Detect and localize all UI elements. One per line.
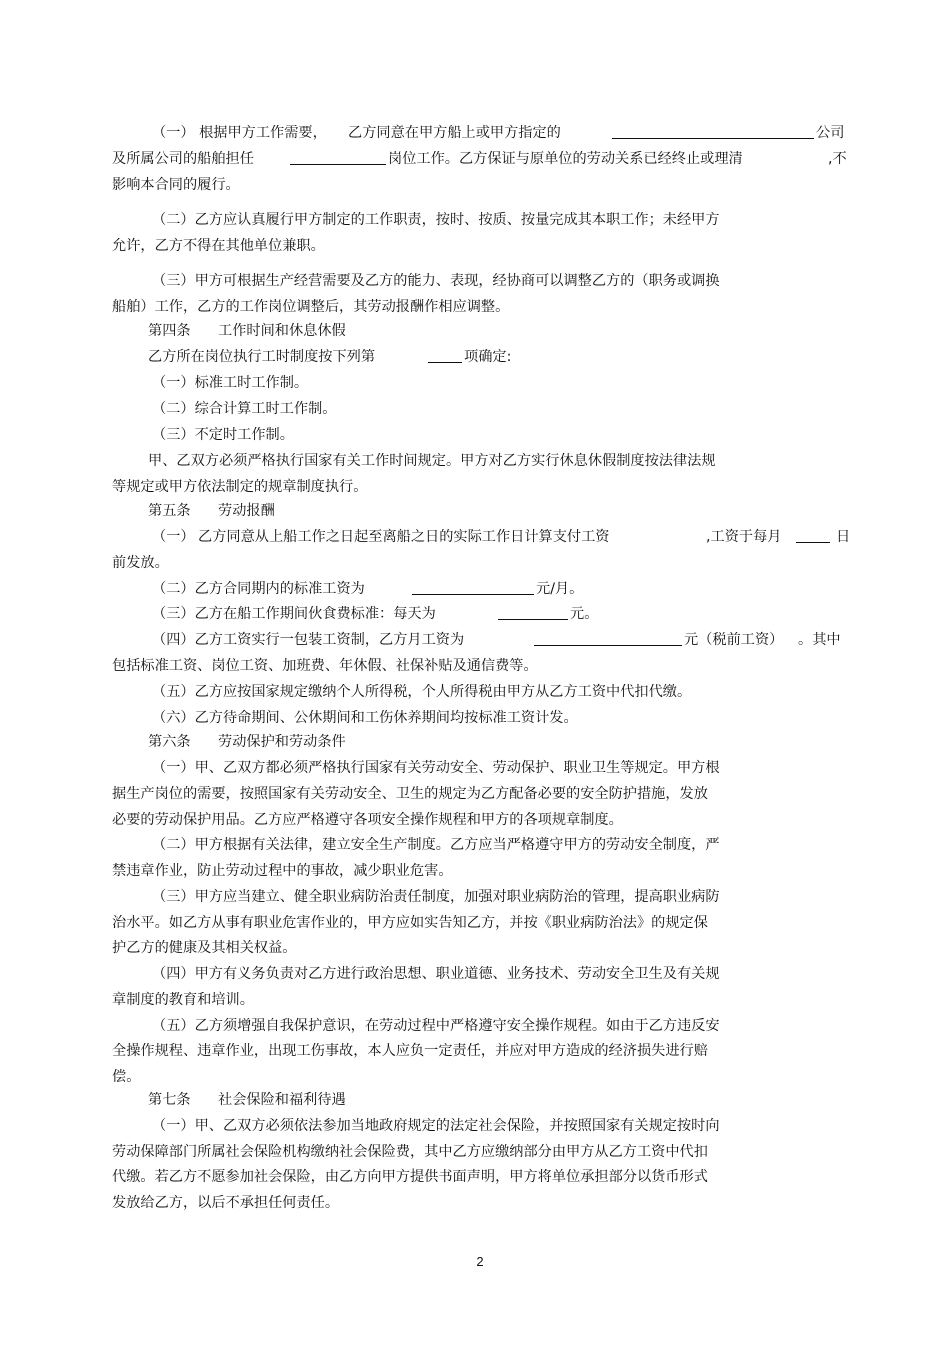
text-segment: 岗位工作。乙方保证与原单位的劳动关系已经终止或理清 — [388, 151, 743, 167]
text-segment: 等规定或甲方依法制定的规章制度执行。 — [112, 479, 368, 495]
text-segment: 乙方所在岗位执行工时制度按下列第 — [148, 349, 376, 365]
section-title: 劳动保护和劳动条件 — [218, 734, 346, 750]
text-segment: 护乙方的健康及其相关权益。 — [112, 940, 297, 956]
text-segment: （三）不定时工作制。 — [152, 427, 294, 443]
text-segment: （二）甲方根据有关法律，建立安全生产制度。乙方应当严格遵守甲方的劳动安全制度，严 — [152, 837, 720, 853]
text-segment: （二）乙方应认真履行甲方制定的工作职责，按时、按质、按量完成其本职工作；未经甲方 — [152, 212, 720, 228]
section-title: 社会保险和福利待遇 — [218, 1092, 346, 1108]
text-segment: （三）甲方可根据生产经营需要及乙方的能力、表现，经协商可以调整乙方的（职务或调换 — [152, 273, 720, 289]
text-segment: 前发放。 — [112, 555, 169, 571]
text-segment: （四）甲方有义务负责对乙方进行政治思想、职业道德、业务技术、劳动安全卫生及有关规 — [152, 966, 720, 982]
fill-in-blank[interactable] — [612, 124, 814, 139]
section-title: 工作时间和休息休假 — [218, 323, 346, 339]
text-segment: 乙方同意从上船工作之日起至离船之日的实际工作日计算支付工资 — [198, 529, 610, 545]
text-segment: 元。 — [570, 606, 599, 622]
text-segment: 影响本合同的履行。 — [112, 177, 240, 193]
text-segment: 禁违章作业，防止劳动过程中的事故，减少职业危害。 — [112, 863, 453, 879]
text-segment: （二）综合计算工时工作制。 — [152, 401, 337, 417]
text-segment: （一） — [152, 529, 195, 545]
text-segment: 日 — [836, 529, 851, 545]
fill-in-blank[interactable] — [290, 150, 386, 165]
text-segment: （一） 根据甲方工作需要， — [152, 125, 327, 141]
text-segment: 乙方同意在甲方船上或甲方指定的 — [348, 125, 561, 141]
text-segment: 发放给乙方，以后不承担任何责任。 — [112, 1195, 340, 1211]
section-number: 第六条 — [148, 734, 191, 750]
text-segment: 代缴。若乙方不愿参加社会保险，由乙方向甲方提供书面声明，甲方将单位承担部分以货币形式 — [112, 1169, 708, 1185]
section-title: 劳动报酬 — [218, 503, 275, 519]
section-number: 第七条 — [148, 1092, 191, 1108]
fill-in-blank[interactable] — [796, 528, 830, 543]
fill-in-blank[interactable] — [428, 348, 462, 363]
text-segment: 偿。 — [112, 1069, 141, 1085]
text-segment: 据生产岗位的需要，按照国家有关劳动安全、卫生的规定为乙方配备必要的安全防护措施，发放 — [112, 786, 708, 802]
fill-in-blank[interactable] — [412, 580, 534, 595]
text-segment: 公司 — [816, 125, 845, 141]
text-segment: 必要的劳动保护用品。乙方应严格遵守各项安全操作规程和甲方的各项规章制度。 — [112, 812, 623, 828]
text-segment: 允许，乙方不得在其他单位兼职。 — [112, 238, 325, 254]
text-segment: 包括标准工资、岗位工资、加班费、年休假、社保补贴及通信费等。 — [112, 658, 538, 674]
text-segment: 元（税前工资） — [684, 632, 784, 648]
text-segment: （三）乙方在船工作期间伙食费标准：每天为 — [152, 606, 436, 622]
text-segment: 元/月。 — [536, 581, 584, 597]
text-segment: 劳动保障部门所属社会保险机构缴纳社会保险费，其中乙方应缴纳部分由甲方从乙方工资中代扣 — [112, 1144, 708, 1160]
text-segment: ,不 — [828, 151, 847, 167]
text-segment: 甲、乙双方必须严格执行国家有关工作时间规定。甲方对乙方实行休息休假制度按法律法规 — [148, 453, 716, 469]
text-segment: （一）甲、乙双方都必须严格执行国家有关劳动安全、劳动保护、职业卫生等规定。甲方根 — [152, 760, 720, 776]
text-segment: （六）乙方待命期间、公休期间和工伤休养期间均按标准工资计发。 — [152, 710, 578, 726]
text-segment: 船舶）工作，乙方的工作岗位调整后，其劳动报酬作相应调整。 — [112, 299, 510, 315]
text-segment: （五）乙方应按国家规定缴纳个人所得税，个人所得税由甲方从乙方工资中代扣代缴。 — [152, 684, 692, 700]
text-segment: （二）乙方合同期内的标准工资为 — [152, 581, 365, 597]
text-segment: 及所属公司的船舶担任 — [112, 151, 254, 167]
text-segment: 治水平。如乙方从事有职业危害作业的，甲方应如实告知乙方，并按《职业病防治法》的规定保 — [112, 915, 708, 931]
text-segment: 项确定: — [464, 349, 512, 365]
fill-in-blank[interactable] — [534, 631, 682, 646]
text-segment: （五）乙方须增强自我保护意识，在劳动过程中严格遵守安全操作规程。如由于乙方违反安 — [152, 1018, 720, 1034]
fill-in-blank[interactable] — [498, 605, 568, 620]
section-number: 第四条 — [148, 323, 191, 339]
text-segment: （三）甲方应当建立、健全职业病防治责任制度，加强对职业病防治的管理，提高职业病防 — [152, 889, 720, 905]
text-segment: （一）甲、乙双方必须依法参加当地政府规定的法定社会保险，并按照国家有关规定按时向 — [152, 1118, 720, 1134]
text-segment: （四）乙方工资实行一包装工资制，乙方月工资为 — [152, 632, 465, 648]
text-segment: ,工资于每月 — [706, 529, 782, 545]
section-number: 第五条 — [148, 503, 191, 519]
text-segment: 章制度的教育和培训。 — [112, 992, 254, 1008]
text-segment: 。其中 — [798, 632, 841, 648]
text-segment: 全操作规程、违章作业，出现工伤事故，本人应负一定责任，并应对甲方造成的经济损失进行赔 — [112, 1043, 708, 1059]
page-number: 2 — [476, 1254, 484, 1269]
text-segment: （一）标准工时工作制。 — [152, 375, 309, 391]
